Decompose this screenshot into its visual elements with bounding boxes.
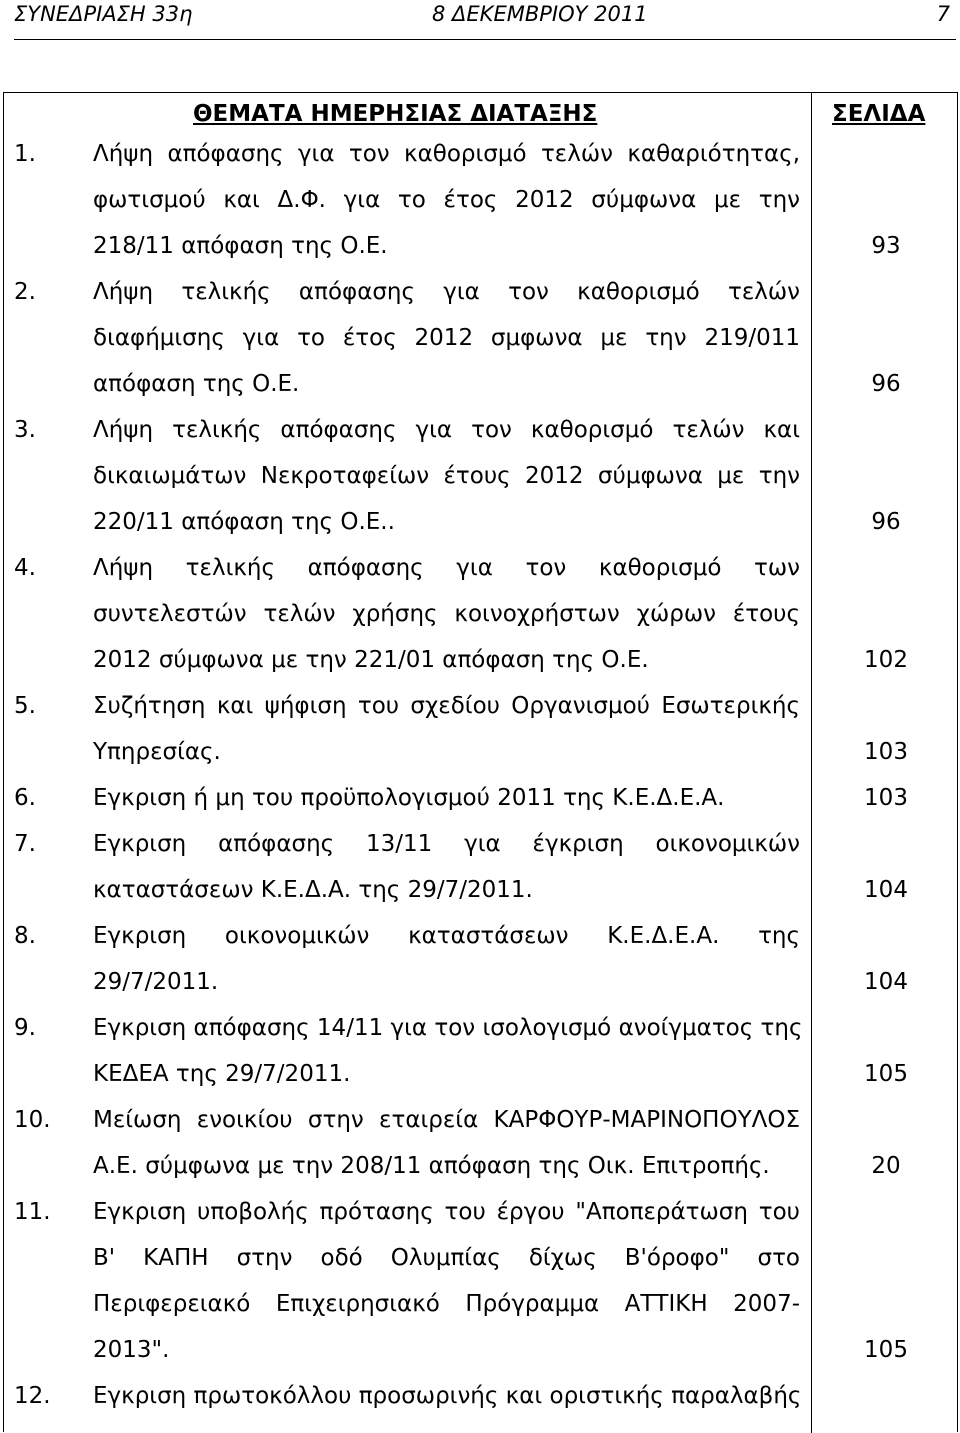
agenda-item bbox=[4, 407, 954, 545]
agenda-item-page bbox=[816, 1373, 956, 1419]
agenda-item bbox=[4, 1005, 954, 1097]
agenda-item-line: 2012 σύμφωνα με την 221/01 απόφαση της Ο.Ε. bbox=[93, 647, 649, 673]
agenda-item-text bbox=[93, 269, 800, 407]
agenda-item bbox=[4, 1097, 954, 1189]
agenda-item-number: 4. bbox=[14, 555, 36, 581]
agenda-item-line: Β' ΚΑΠΗ στην οδό Ολυμπίας δίχως Β'όροφο" στο bbox=[93, 1245, 800, 1271]
agenda-item-number: 7. bbox=[14, 831, 36, 857]
agenda-item-line: 220/11 απόφαση της Ο.Ε.. bbox=[93, 509, 395, 535]
agenda-item-line: Υπηρεσίας. bbox=[93, 739, 221, 765]
page-number: 7 bbox=[936, 2, 950, 26]
agenda-item-text bbox=[93, 131, 800, 269]
agenda-table bbox=[3, 92, 958, 1432]
agenda-item bbox=[4, 545, 954, 683]
agenda-item-text bbox=[93, 913, 800, 1005]
agenda-item-page: 105 bbox=[864, 1061, 908, 1087]
agenda-item-line: συντελεστών τελών χρήσης κοινοχρήστων χώρων έτους bbox=[93, 601, 800, 627]
agenda-item-text bbox=[93, 407, 800, 545]
agenda-item-page: 103 bbox=[864, 739, 908, 765]
agenda-item-line: καταστάσεων Κ.Ε.Δ.Α. της 29/7/2011. bbox=[93, 877, 533, 903]
agenda-item-line: Εγκριση απόφασης 13/11 για έγκριση οικονομικών bbox=[93, 831, 800, 857]
agenda-item-line: ΚΕΔΕΑ της 29/7/2011. bbox=[93, 1061, 351, 1087]
agenda-item bbox=[4, 913, 954, 1005]
header-rule bbox=[14, 39, 956, 40]
agenda-item bbox=[4, 775, 954, 821]
agenda-item-line: διαφήμισης για το έτος 2012 σμφωνα με την 219/011 bbox=[93, 325, 800, 351]
agenda-item-line: Μείωση ενοικίου στην εταιρεία ΚΑΡΦΟΥΡ-ΜΑΡΙΝΟΠΟΥΛΟΣ bbox=[93, 1107, 800, 1133]
agenda-item-number: 8. bbox=[14, 923, 36, 949]
agenda-item-line: Εγκριση οικονομικών καταστάσεων Κ.Ε.Δ.Ε.Α. της bbox=[93, 923, 800, 949]
session-label: ΣΥΝΕΔΡΙΑΣΗ 33η bbox=[14, 2, 193, 26]
agenda-item-text bbox=[93, 775, 800, 821]
agenda-item-page: 104 bbox=[864, 877, 908, 903]
agenda-item-page: 104 bbox=[864, 969, 908, 995]
agenda-item-page: 96 bbox=[871, 371, 901, 397]
agenda-item bbox=[4, 683, 954, 775]
agenda-item bbox=[4, 269, 954, 407]
agenda-item-number: 11. bbox=[14, 1199, 51, 1225]
agenda-item bbox=[4, 821, 954, 913]
agenda-item-text bbox=[93, 1097, 800, 1189]
agenda-item-line: απόφαση της Ο.Ε. bbox=[93, 371, 300, 397]
agenda-item-line: φωτισμού και Δ.Φ. για το έτος 2012 σύμφωνα με την bbox=[93, 187, 800, 213]
agenda-item-text bbox=[93, 683, 800, 775]
agenda-item-line: Λήψη τελικής απόφασης για τον καθορισμό τελών και bbox=[93, 417, 800, 443]
agenda-item-number: 3. bbox=[14, 417, 36, 443]
agenda-item-line: Α.Ε. σύμφωνα με την 208/11 απόφαση της Οικ. Επιτροπής. bbox=[93, 1153, 770, 1179]
agenda-item-line: Λήψη τελικής απόφασης για τον καθορισμό των bbox=[93, 555, 800, 581]
agenda-item-page: 103 bbox=[864, 785, 908, 811]
agenda-item-number: 1. bbox=[14, 141, 36, 167]
agenda-item-number: 9. bbox=[14, 1015, 36, 1041]
agenda-item bbox=[4, 131, 954, 269]
agenda-item-line: 2013". bbox=[93, 1337, 170, 1363]
agenda-item-page: 102 bbox=[864, 647, 908, 673]
page-column-header: ΣΕΛΙΔΑ bbox=[832, 101, 926, 127]
agenda-item-number: 5. bbox=[14, 693, 36, 719]
agenda-item-text bbox=[93, 545, 800, 683]
agenda-item-text bbox=[93, 821, 800, 913]
agenda-item-page: 20 bbox=[871, 1153, 901, 1179]
agenda-item-line: Λήψη τελικής απόφασης για τον καθορισμό τελών bbox=[93, 279, 800, 305]
agenda-item-line: Περιφερειακό Επιχειρησιακό Πρόγραμμα ΑΤΤΙΚΗ 2007- bbox=[93, 1291, 800, 1317]
agenda-item-line: 218/11 απόφαση της Ο.Ε. bbox=[93, 233, 388, 259]
agenda-item-text bbox=[93, 1005, 803, 1097]
agenda-item-line: Εγκριση ή μη του προϋπολογισμού 2011 της Κ.Ε.Δ.Ε.Α. bbox=[93, 785, 725, 811]
agenda-item-page: 105 bbox=[864, 1337, 908, 1363]
agenda-title: ΘΕΜΑΤΑ ΗΜΕΡΗΣΙΑΣ ΔΙΑΤΑΞΗΣ bbox=[193, 101, 598, 127]
agenda-item-line: δικαιωμάτων Νεκροταφείων έτους 2012 σύμφωνα με την bbox=[93, 463, 800, 489]
agenda-item-line: Λήψη απόφασης για τον καθορισμό τελών καθαριότητας, bbox=[93, 141, 800, 167]
agenda-item-number: 10. bbox=[14, 1107, 51, 1133]
page-header bbox=[14, 0, 954, 40]
agenda-item bbox=[4, 1373, 954, 1419]
session-date: 8 ΔΕΚΕΜΒΡΙΟΥ 2011 bbox=[432, 2, 648, 26]
agenda-item-text bbox=[93, 1373, 800, 1419]
agenda-item-page: 96 bbox=[871, 509, 901, 535]
agenda-item-line: Εγκριση πρωτοκόλλου προσωρινής και οριστικής παραλαβής bbox=[93, 1383, 802, 1409]
agenda-item-text bbox=[93, 1189, 800, 1373]
agenda-item-line: Συζήτηση και ψήφιση του σχεδίου Οργανισμού Εσωτερικής bbox=[93, 693, 800, 719]
agenda-item-line: Εγκριση υποβολής πρότασης του έργου "Αποπεράτωση του bbox=[93, 1199, 800, 1225]
agenda-item-page: 93 bbox=[871, 233, 901, 259]
agenda-item-number: 12. bbox=[14, 1383, 51, 1409]
agenda-item-line: Εγκριση απόφασης 14/11 για τον ισολογισμό ανοίγματος της bbox=[93, 1015, 803, 1041]
agenda-item-line: 29/7/2011. bbox=[93, 969, 219, 995]
agenda-item-number: 2. bbox=[14, 279, 36, 305]
agenda-item bbox=[4, 1189, 954, 1373]
agenda-item-number: 6. bbox=[14, 785, 36, 811]
